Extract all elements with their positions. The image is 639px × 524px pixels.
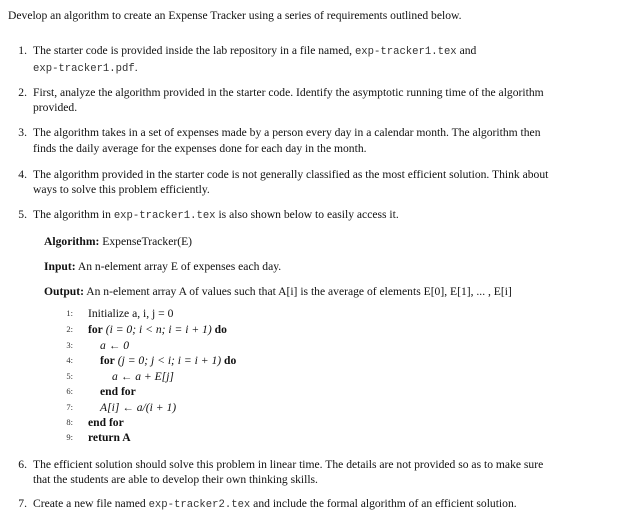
list-item-2: 2. First, analyze the algorithm provided in the starter code. Identify the asymptotic running time of the algorithm (11, 85, 544, 100)
line-number: 3: (66, 340, 73, 350)
list-item-1: 1. The starter code is provided inside the lab repository in a file named, exp-tracker1.tex and (11, 43, 476, 60)
list-item-5: 5. The algorithm in exp-tracker1.tex is also shown below to easily access it. (11, 207, 399, 224)
line-number: 4: (66, 355, 73, 365)
code-line: a ← a + E[j] (112, 370, 174, 383)
list-item-6: 6. The efficient solution should solve this problem in linear time. The details are not provided so as to make sure (11, 457, 543, 472)
code-line: a ← 0 (100, 339, 129, 352)
algorithm-title: Algorithm: ExpenseTracker(E) (44, 235, 193, 248)
item-number: 1. (18, 44, 27, 57)
filename-code: exp-tracker1.tex (113, 210, 216, 222)
line-number: 8: (66, 417, 73, 427)
item-number: 2. (18, 86, 27, 99)
list-item-7: 7. Create a new file named exp-tracker2.tex and include the formal algorithm of an efficient solution. (11, 496, 517, 513)
code-line: for (i = 0; i < n; i = i + 1) do (88, 323, 227, 336)
list-item-3: 3. The algorithm takes in a set of expenses made by a person every day in a calendar month. The algorithm then (11, 125, 541, 140)
code-line: A[i] ← a/(i + 1) (100, 401, 177, 414)
list-item-1-cont: exp-tracker1.pdf. (33, 61, 138, 75)
line-number: 5: (66, 371, 73, 381)
list-item-4: 4. The algorithm provided in the starter code is not generally classified as the most efficient solution. Think about (11, 167, 548, 182)
line-number: 1: (66, 308, 73, 318)
list-item-2-cont: provided. (33, 101, 78, 114)
algorithm-output: Output: An n-element array A of values such that A[i] is the average of elements E[0], E[1], ... , E[i] (44, 285, 512, 298)
algorithm-input: Input: An n-element array E of expenses each day. (44, 260, 282, 273)
code-line: end for (88, 416, 124, 429)
algorithm-name: ExpenseTracker(E) (102, 235, 193, 248)
code-line: end for (100, 385, 136, 398)
item-number: 7. (18, 497, 27, 510)
filename-code: exp-tracker1.tex (354, 46, 457, 58)
list-item-4-cont: ways to solve this problem efficiently. (33, 183, 210, 196)
item-number: 4. (18, 168, 27, 181)
intro-text: Develop an algorithm to create an Expense Tracker using a series of requirements outlined below. (8, 9, 462, 22)
line-number: 2: (66, 324, 73, 334)
code-line: for (j = 0; j < i; i = i + 1) do (100, 354, 237, 367)
item-number: 6. (18, 458, 27, 471)
item-number: 5. (18, 208, 27, 221)
code-line: return A (88, 431, 131, 444)
code-line: Initialize a, i, j = 0 (88, 307, 174, 320)
line-number: 9: (66, 432, 73, 442)
item-number: 3. (18, 126, 27, 139)
line-number: 7: (66, 402, 73, 412)
filename-code: exp-tracker1.pdf (33, 63, 135, 75)
list-item-6-cont: that the students are able to develop their own thinking skills. (33, 473, 318, 486)
list-item-3-cont: finds the daily average for the expenses done for each day in the month. (33, 142, 367, 155)
line-number: 6: (66, 386, 73, 396)
filename-code: exp-tracker2.tex (148, 499, 251, 511)
